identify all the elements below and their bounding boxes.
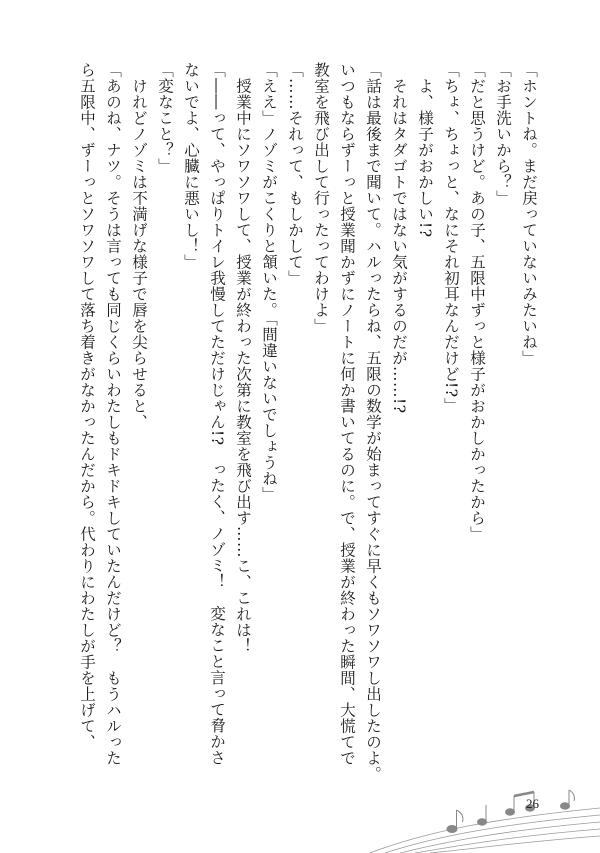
text-line: 「変なこと？」 bbox=[156, 62, 174, 174]
text-line: 「だと思うけど。あの子、五限中ずっと様子がおかしかったから」 bbox=[468, 62, 486, 542]
page-number: 26 bbox=[526, 796, 539, 811]
text-line: 「あのね、ナツ。そうは言っても同じくらいわたしもドキドキしていたんだけど？ もうハルった bbox=[104, 62, 122, 766]
text-line: 教室を飛び出して行ったってわけよ」 bbox=[312, 62, 330, 334]
text-line: 「――って、やっぱりトイレ我慢してただけじゃん!? ったく、ノゾミ！ 変なこと言って脅かさ bbox=[208, 62, 226, 766]
text-line: それはタダゴトではない気がするのだが……!? bbox=[390, 62, 408, 414]
text-line: けれどノゾミは不満げな様子で唇を尖らせると、 bbox=[130, 62, 148, 430]
text-line: 「話は最後まで聞いて。ハルったらね、五限の数学が始まってすぐに早くもソワソワし出したのよ。 bbox=[364, 62, 382, 782]
text-line: 授業中にソワソワして、授業が終わった次第に教室を飛び出す……こ、これは！ bbox=[234, 62, 252, 654]
text-line: ら五限中、ずーっとソワソワして落ち着きがなかったんだから。代わりにわたしが手を上げて、 bbox=[78, 62, 96, 750]
text-line: 「ホントね。まだ戻っていないみたいね」 bbox=[520, 62, 538, 366]
text-line: 「お手洗いから？」 bbox=[494, 62, 512, 206]
text-line: ないでよ、心臓に悪いし！」 bbox=[182, 62, 200, 270]
text-line: 「ええ」ノゾミがこくりと頷いた。「間違いないでしょうね」 bbox=[260, 62, 278, 503]
text-line: 「ちょ、ちょっと、なにそれ初耳なんだけど!?」 bbox=[442, 62, 460, 414]
text-line: 「……それって、もしかして」 bbox=[286, 62, 304, 286]
text-line: いつもならずーっと授業聞かずにノートに何か書いてるのに。で、授業が終わった瞬間、大慌てで bbox=[338, 62, 356, 766]
text-line: よ、様子がおかしい!? bbox=[416, 62, 434, 238]
